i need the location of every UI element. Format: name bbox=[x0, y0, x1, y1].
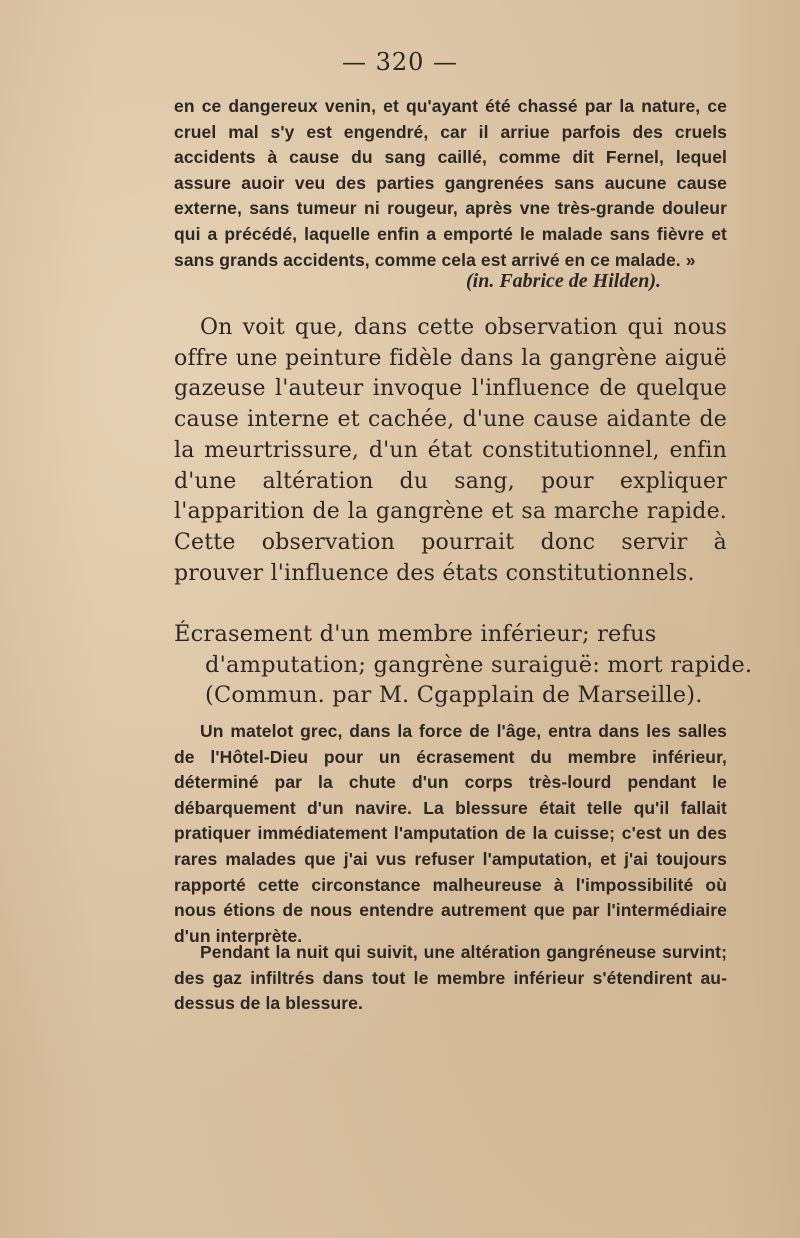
page-number: — 320 — bbox=[341, 48, 459, 76]
section-heading: Écrasement d'un membre inférieur; refus d'amputation; gangrène suraiguë: mort rapide. (Commun. par M. Cgapplain de Marseille). bbox=[174, 621, 753, 708]
case-paragraph-1: Un matelot grec, dans la force de l'âge, entra dans les salles de l'Hôtel-Dieu pour un écrasement du membre inférieur, déterminé par la chute d'un corps très-lourd pendant le débarquement d'un navire. La blessure était telle qu'il fallait pratiquer immédiatement l'amputation de la cuisse; c'est un des rares malades que j'ai vus refuser l'amputation, et j'ai toujours rapporté cette circonstance malheureuse à l'impossibilité où nous étions de nous entendre autrement que par l'intermédiaire d'un interprète. bbox=[174, 721, 727, 946]
citation: (in. Fabrice de Hilden). bbox=[466, 270, 661, 292]
commentary-paragraph: On voit que, dans cette observation qui nous offre une peinture fidèle dans la gangrène aiguë gazeuse l'auteur invoque l'influence de quelque cause interne et cachée, d'une cause aidante de la meurtrissure, d'un état constitutionnel, enfin d'une altération du sang, pour expliquer l'apparition de la gangrène et sa marche rapide. Cette observation pourrait donc servir à prouver l'influence des états constitutionnels. bbox=[174, 315, 727, 586]
case-paragraph-2: Pendant la nuit qui suivit, une altération gangréneuse survint; des gaz infiltrés dans tout le membre inférieur s'étendirent au-dessus de la blessure. bbox=[174, 942, 727, 1014]
quote-paragraph: en ce dangereux venin, et qu'ayant été chassé par la nature, ce cruel mal s'y est engendré, car il arriue parfois des cruels accidents à cause du sang caillé, comme dit Fernel, lequel assure auoir veu des parties gangrenées sans aucune cause externe, sans tumeur ni rougeur, après vne très-grande douleur qui a précédé, laquelle enfin a emporté le malade sans fièvre et sans grands accidents, comme cela est arrivé en ce malade. » bbox=[174, 96, 727, 270]
